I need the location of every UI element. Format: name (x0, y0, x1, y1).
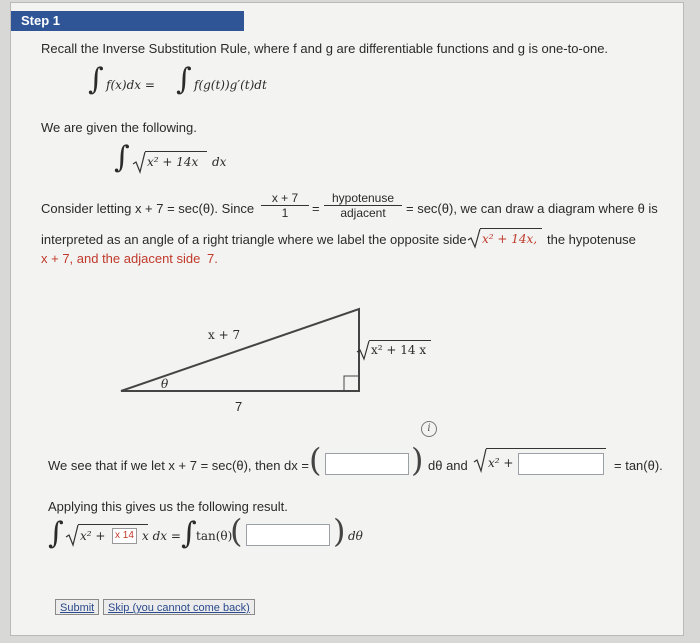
intro-text: Recall the Inverse Substitution Rule, where f and g are differentiable functions and g is one-to-one. (41, 41, 609, 56)
sqrt-bar (480, 228, 542, 229)
consider-line2-b: the hypotenuse (547, 232, 636, 247)
sqrt-symbol (356, 339, 370, 361)
substitution-text: We see that if we let x + 7 = sec(θ), then dx = (48, 458, 309, 473)
left-paren: ( (230, 512, 243, 550)
sqrt-symbol (467, 227, 481, 249)
consider-line1-a: Consider letting x + 7 = sec(θ). Since (41, 201, 255, 216)
given-text: We are given the following. (41, 120, 197, 135)
consider-line2-a: interpreted as an angle of a right triangle where we label the opposite side (41, 232, 467, 247)
tan-label: tan(θ) (196, 529, 233, 543)
fraction-denominator: 1 (281, 206, 289, 220)
submit-button[interactable]: Submit (55, 599, 99, 615)
integral-sign: ∫ (114, 140, 130, 175)
fraction-numerator: hypotenuse (324, 191, 402, 206)
angle-label: θ (161, 377, 169, 391)
fraction-x7-over-1 (261, 191, 309, 220)
result-answer-input[interactable] (246, 524, 330, 546)
formula-right: f(g(t))g′(t)dt (194, 78, 267, 92)
given-dx: dx (212, 155, 227, 169)
hypotenuse-label: x + 7 (208, 328, 241, 342)
integral-sign: ∫ (176, 62, 192, 97)
result-text: Applying this gives us the following result. (48, 499, 288, 514)
dtheta-label: dθ (348, 529, 363, 543)
sqrt-symbol (65, 523, 79, 547)
sqrt-bar (78, 524, 148, 525)
result-filled-box: x 14 (112, 528, 137, 544)
fraction-denominator: adjacent (340, 206, 386, 220)
opposite-side-root: x² + 14x, (482, 232, 538, 246)
right-paren: ) (411, 441, 424, 479)
sqrt-bar (369, 340, 431, 341)
sqrt-bar (486, 448, 606, 449)
skip-button[interactable]: Skip (you cannot come back) (103, 599, 255, 615)
integral-sign: ∫ (48, 516, 64, 551)
formula-left: f(x)dx = (106, 78, 155, 92)
hypotenuse-value: x + 7, and the adjacent side (41, 251, 201, 266)
integral-sign: ∫ (88, 62, 104, 97)
opposite-label: x² + 14 x (371, 343, 427, 357)
root-prefix: x² + (488, 456, 514, 470)
adjacent-label: 7 (235, 399, 243, 414)
step-panel (10, 2, 684, 636)
equals-sign: = (312, 201, 320, 216)
consider-line3-a (41, 251, 200, 266)
result-integrand-prefix: x² + (80, 529, 106, 543)
dtheta-and-text: dθ and (428, 458, 468, 473)
dx-answer-input[interactable] (325, 453, 409, 475)
sqrt-symbol (132, 150, 146, 174)
sqrt-bar (145, 151, 207, 152)
right-paren: ) (333, 512, 346, 550)
integral-sign: ∫ (181, 516, 197, 551)
adjacent-value: 7. (207, 251, 218, 266)
info-icon[interactable]: i (421, 421, 437, 437)
sqrt-symbol (473, 447, 487, 473)
result-integrand-suffix: x dx = (142, 529, 181, 543)
given-integrand: x² + 14x (147, 155, 199, 169)
root-answer-input[interactable] (518, 453, 604, 475)
fraction-numerator: x + 7 (261, 191, 309, 206)
right-triangle-diagram (111, 303, 371, 398)
fraction-hyp-over-adj (324, 191, 402, 220)
left-paren: ( (309, 441, 322, 479)
equals-tan-text: = tan(θ). (614, 458, 663, 473)
consider-line1-b: = sec(θ), we can draw a diagram where θ is (406, 201, 658, 216)
step-header: Step 1 (11, 11, 244, 31)
